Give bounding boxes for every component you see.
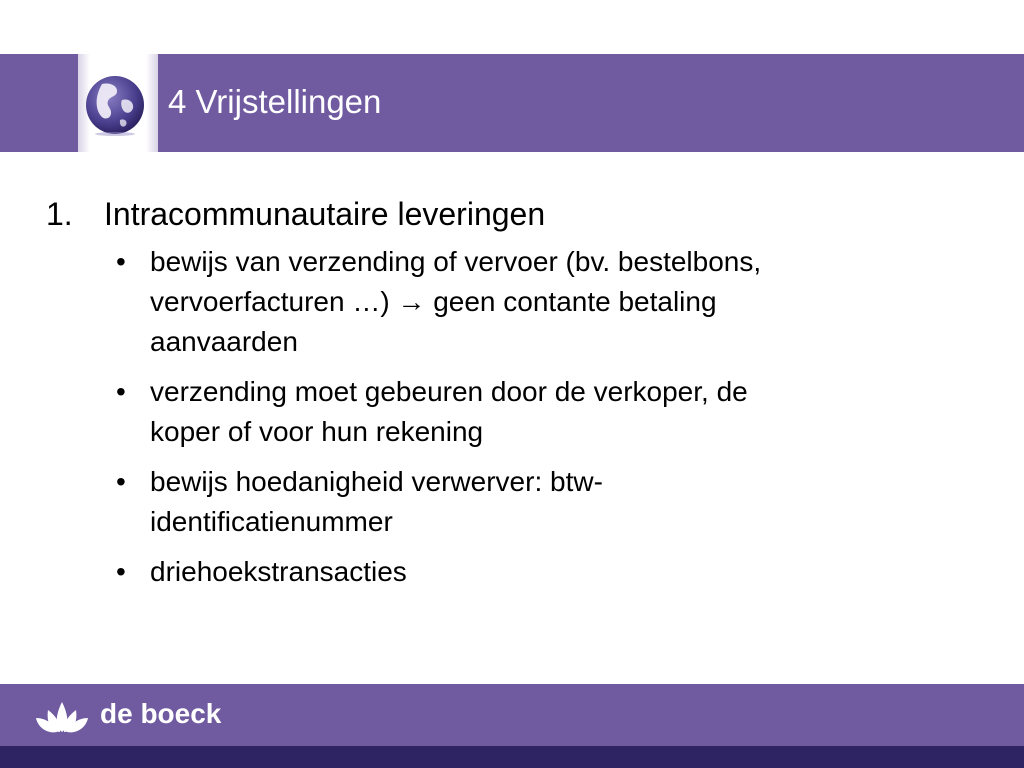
- bullet-text: bewijs van verzending of vervoer (bv. bestelbons, vervoerfacturen …) → geen contante betaling aanvaarden: [150, 246, 762, 357]
- bullet-icon: •: [116, 376, 126, 407]
- footer-dark-strip: [0, 746, 1024, 768]
- bullet-icon: •: [116, 556, 126, 587]
- bullet-icon: •: [116, 246, 126, 277]
- bullet-item: [46, 462, 810, 542]
- footer-band: [0, 684, 1024, 746]
- item-number: 1.: [46, 196, 73, 232]
- bullet-list: [46, 242, 966, 592]
- bullet-icon: •: [116, 466, 126, 497]
- bullet-text: verzending moet gebeuren door de verkoper, de koper of voor hun rekening: [150, 376, 748, 447]
- bullet-text: driehoekstransacties: [150, 556, 407, 587]
- footer-brand-name: de boeck: [100, 698, 222, 729]
- slide-content: [46, 192, 966, 592]
- bullet-text: bewijs hoedanigheid verwerver: btw-identificatienummer: [150, 466, 603, 537]
- header-logo-box: [78, 54, 158, 152]
- item-heading: Intracommunautaire leveringen: [104, 196, 546, 232]
- bullet-item: [46, 372, 810, 452]
- bullet-item: [46, 552, 810, 592]
- slide-title: 4 Vrijstellingen: [168, 83, 382, 120]
- de-boeck-flower-logo-icon: [34, 698, 90, 734]
- bullet-item: [46, 242, 810, 362]
- globe-icon: [84, 74, 146, 136]
- numbered-item: [46, 192, 966, 236]
